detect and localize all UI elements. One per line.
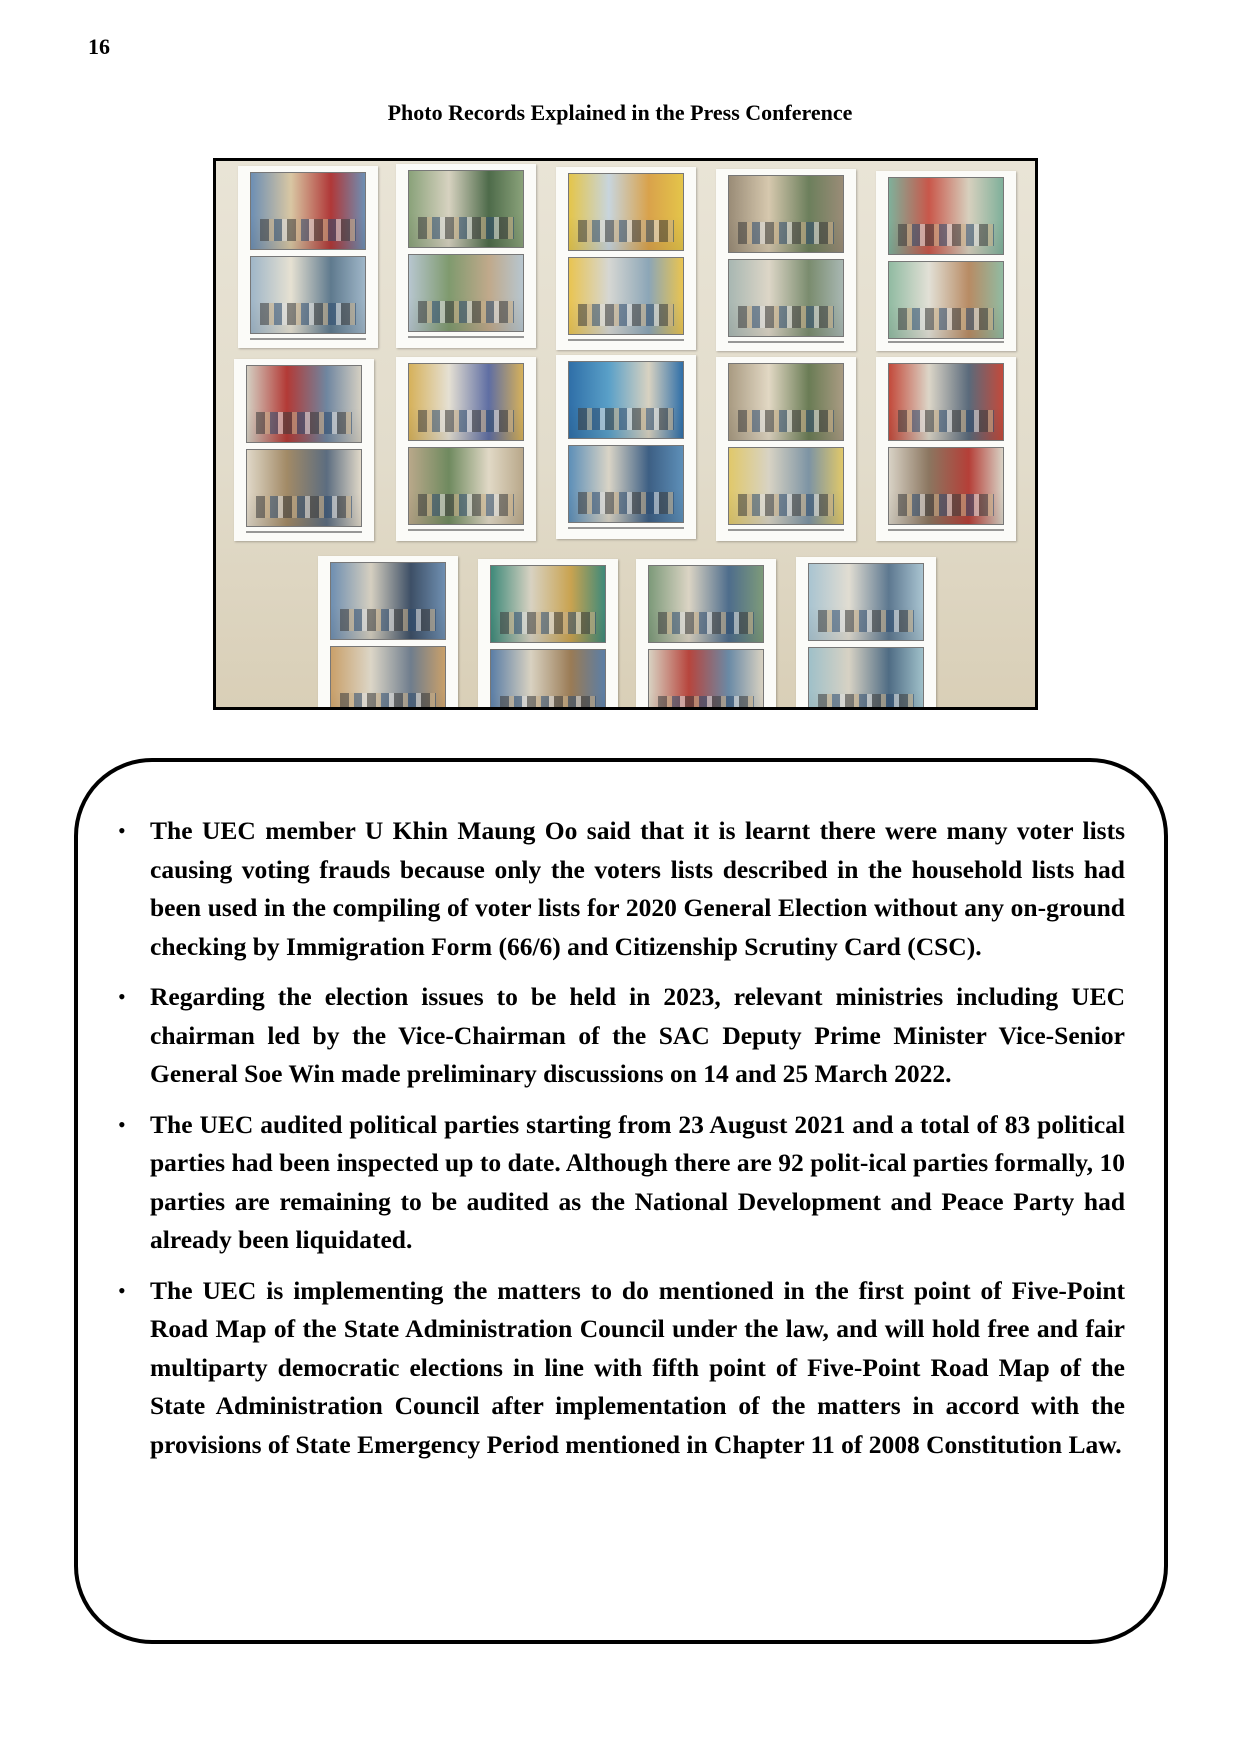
- photo-thumbnail: [330, 562, 446, 640]
- photo-thumbnail: [250, 172, 366, 250]
- photo-thumbnail: [246, 365, 362, 443]
- bullet-text: The UEC member U Khin Maung Oo said that it is learnt there were many voter lists causing voting frauds because only the voters lists described in the household lists had been used in the compiling of voter lists for 2020 General Election without any on-ground checking by Immigration Form (66/6) and Citizenship Scrutiny Card (CSC).: [150, 816, 1125, 961]
- bullet-icon: •: [118, 1277, 126, 1303]
- bullet-icon: •: [118, 1111, 126, 1137]
- photo-caption-lines: [246, 531, 362, 533]
- photo-thumbnail: [648, 565, 764, 643]
- photo-thumbnail: [330, 646, 446, 710]
- photo-sheet: [716, 169, 856, 351]
- bullet-item: [118, 812, 1125, 966]
- photo-thumbnail: [408, 363, 524, 441]
- photo-thumbnail: [250, 256, 366, 334]
- photo-thumbnail: [728, 447, 844, 525]
- photo-caption-lines: [408, 336, 524, 338]
- photo-thumbnail: [568, 173, 684, 251]
- bullet-icon: •: [118, 818, 126, 843]
- photo-sheet: [396, 357, 536, 541]
- photo-sheet: [796, 557, 936, 710]
- photo-thumbnail: [408, 254, 524, 332]
- photo-sheet: [396, 164, 536, 348]
- photo-thumbnail: [888, 261, 1004, 339]
- bullet-text: Regarding the election issues to be held in 2023, relevant ministries including UEC chairman led by the Vice-Chairman of the SAC Deputy Prime Minister Vice-Senior General Soe Win made preliminary discussions on 14 and 25 March 2022.: [150, 982, 1125, 1088]
- photo-thumbnail: [408, 170, 524, 248]
- bullet-item: [118, 1272, 1125, 1465]
- photo-sheet: [238, 166, 378, 348]
- photo-caption-lines: [888, 341, 1004, 343]
- photo-caption-lines: [408, 529, 524, 531]
- press-conference-photo: [213, 158, 1038, 710]
- photo-caption: Photo Records Explained in the Press Conference: [387, 100, 853, 125]
- photo-sheet: [636, 559, 776, 710]
- photo-caption-lines: [888, 529, 1004, 531]
- photo-caption-lines: [728, 529, 844, 531]
- photo-thumbnail: [728, 259, 844, 337]
- bullet-item: [118, 978, 1125, 1094]
- bullet-text: The UEC audited political parties starting from 23 August 2021 and a total of 83 political parties had been inspected up to date. Although there are 92 polit-ical parties formally, 10 parties are remaining to be audited as the National Development and Peace Party had already been liquidated.: [150, 1109, 1125, 1254]
- photo-thumbnail: [808, 647, 924, 710]
- photo-thumbnail: [408, 447, 524, 525]
- photo-thumbnail: [568, 257, 684, 335]
- photo-thumbnail: [568, 445, 684, 523]
- photo-sheet: [876, 171, 1016, 351]
- photo-thumbnail: [888, 177, 1004, 255]
- photo-thumbnail: [490, 649, 606, 710]
- photo-thumbnail: [808, 563, 924, 641]
- photo-sheet: [716, 357, 856, 541]
- photo-sheet: [556, 355, 696, 539]
- photo-thumbnail: [490, 565, 606, 643]
- photo-thumbnail: [888, 363, 1004, 441]
- photo-sheet: [318, 556, 458, 710]
- photo-caption-lines: [728, 341, 844, 343]
- bullet-list: [118, 812, 1125, 1476]
- bullet-icon: •: [118, 984, 126, 1009]
- page-number: 16: [88, 34, 110, 59]
- photo-caption-lines: [568, 527, 684, 529]
- photo-thumbnail: [888, 447, 1004, 525]
- photo-caption-lines: [568, 339, 684, 341]
- photo-thumbnail: [728, 175, 844, 253]
- photo-thumbnail: [568, 361, 684, 439]
- bullet-text: The UEC is implementing the matters to do mentioned in the first point of Five-Point Road Map of the State Administration Council under the law, and will hold free and fair multiparty democratic elections in line with fifth point of Five-Point Road Map of the State Administration Council after implementation of the matters in accord with the provisions of State Emergency Period mentioned in Chapter 11 of 2008 Constitution Law.: [150, 1275, 1125, 1459]
- photo-sheet: [234, 359, 374, 541]
- photo-thumbnail: [728, 363, 844, 441]
- bullet-item: [118, 1106, 1125, 1260]
- photo-sheet: [478, 559, 618, 710]
- photo-sheet: [556, 167, 696, 350]
- photo-caption-lines: [250, 338, 366, 340]
- photo-sheet: [876, 357, 1016, 541]
- photo-thumbnail: [648, 649, 764, 710]
- photo-thumbnail: [246, 449, 362, 527]
